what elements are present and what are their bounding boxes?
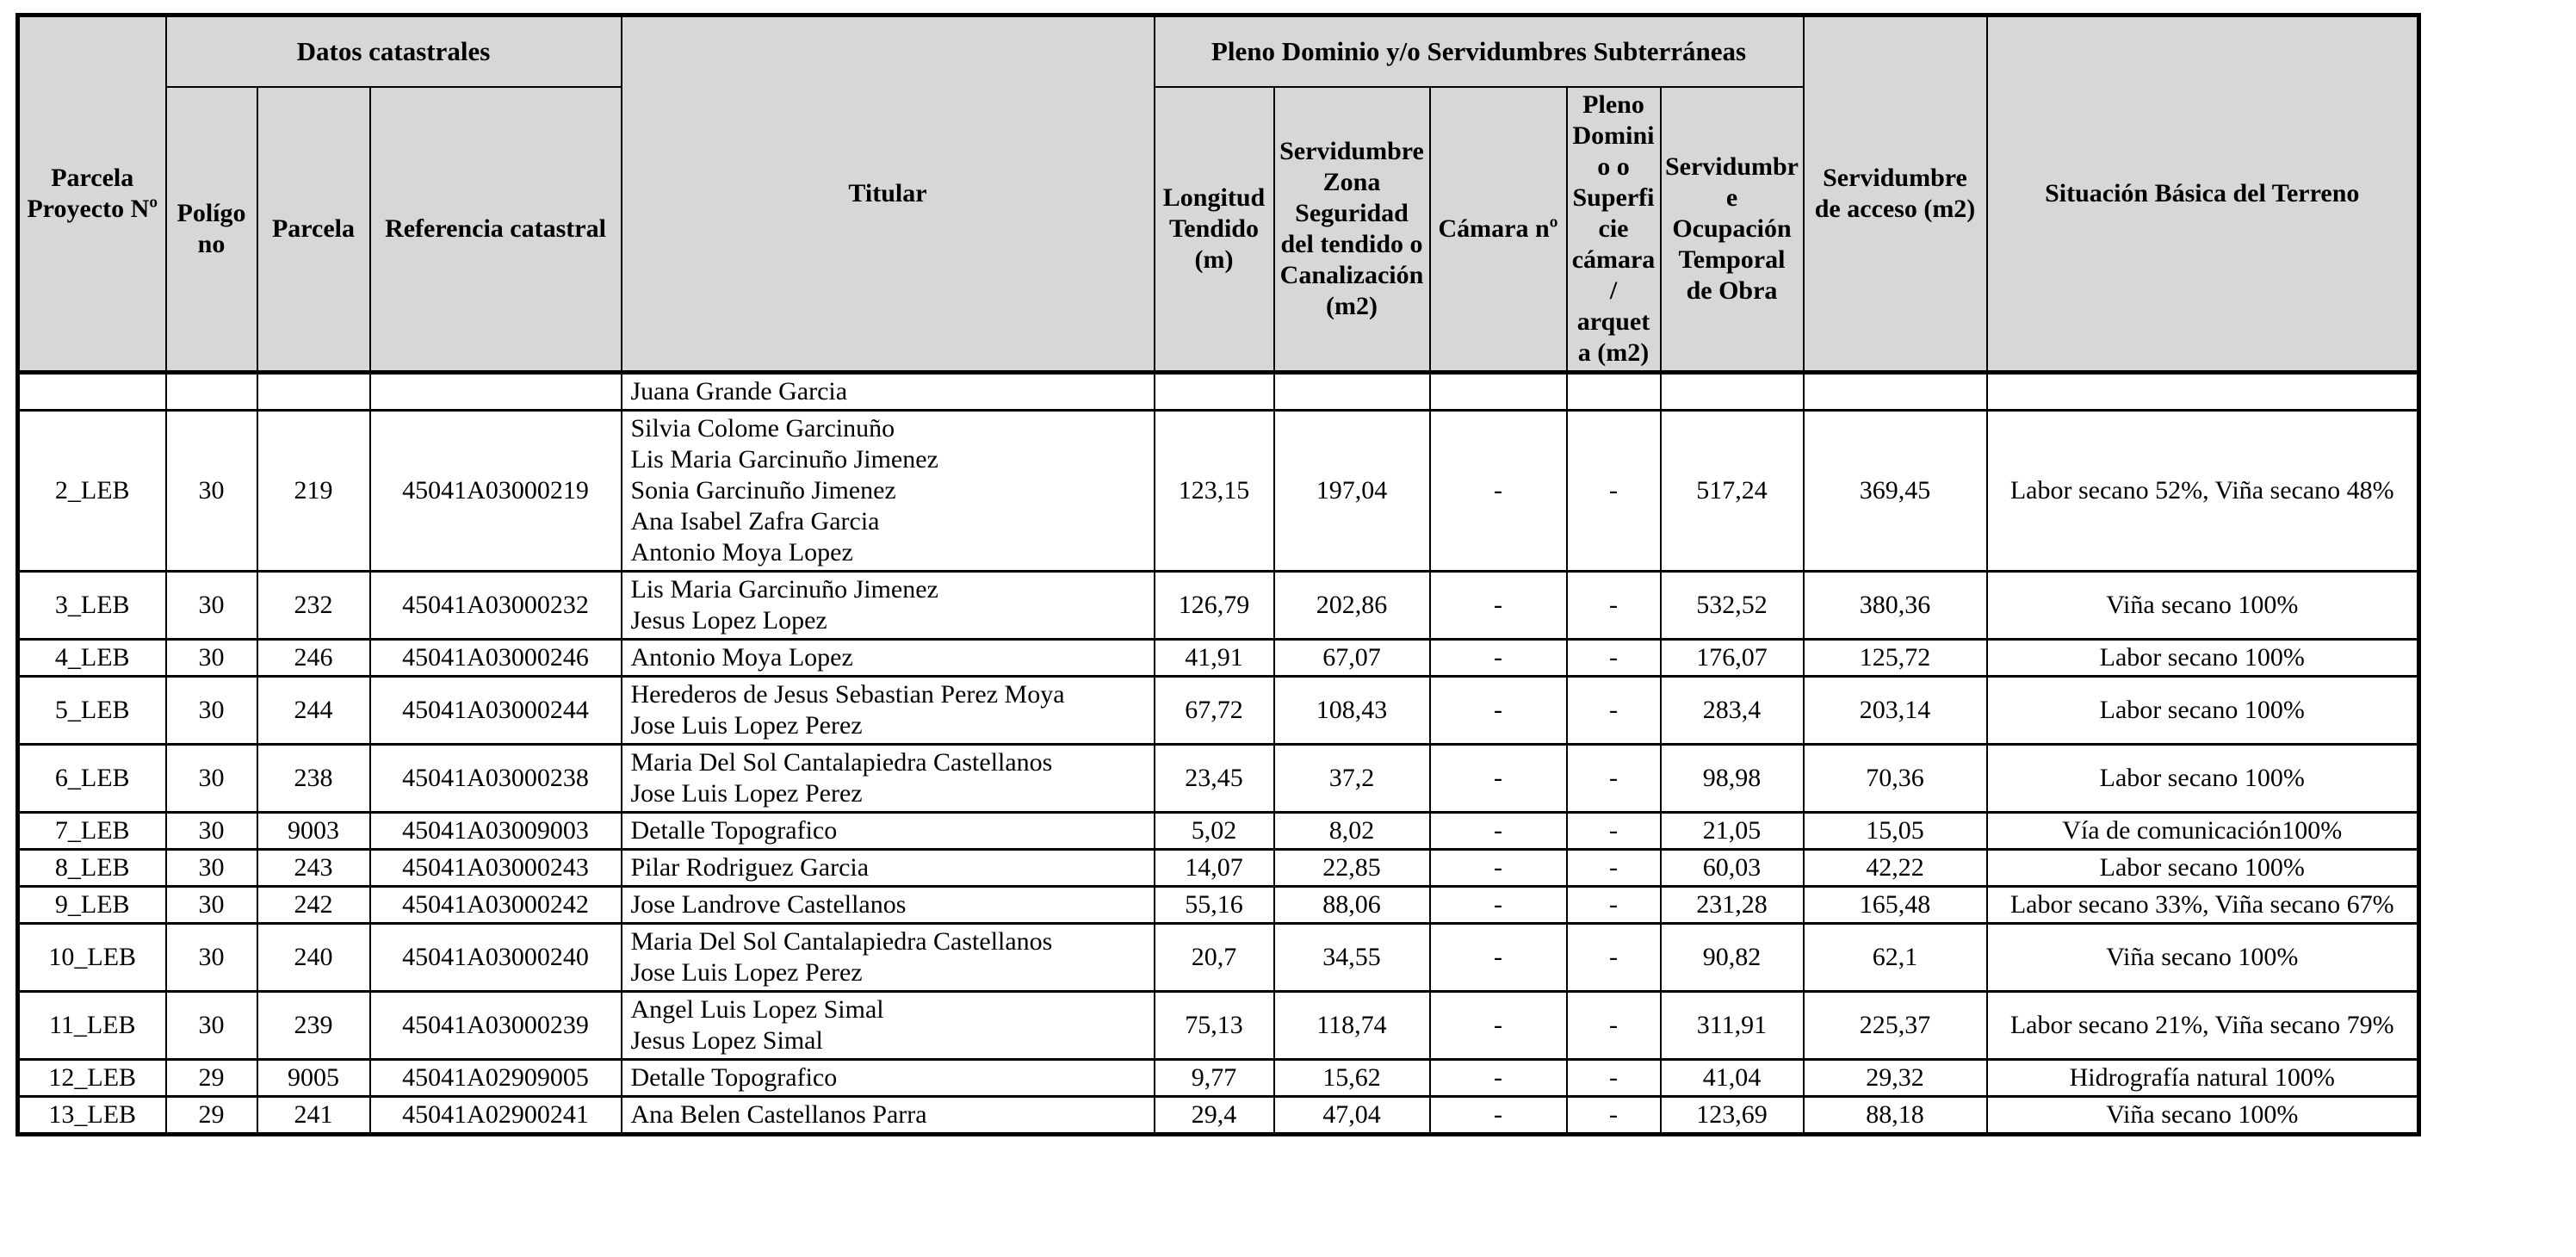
cell-servidumbre-zona-seguridad: 88,06 bbox=[1274, 887, 1430, 924]
cell-longitud-tendido: 123,15 bbox=[1155, 411, 1274, 572]
cell-pleno-dominio-superficie: - bbox=[1567, 640, 1661, 677]
titular-line: Jose Landrove Castellanos bbox=[630, 890, 907, 919]
cell-referencia-catastral: 45041A03009003 bbox=[370, 813, 622, 850]
cell-longitud-tendido: 5,02 bbox=[1155, 813, 1274, 850]
cell-parcela-proyecto: 5_LEB bbox=[18, 677, 166, 745]
cell-poligono bbox=[166, 373, 257, 411]
cell-servidumbre-zona-seguridad: 47,04 bbox=[1274, 1097, 1430, 1135]
titular-line: Ana Belen Castellanos Parra bbox=[630, 1100, 927, 1129]
titular-line: Pilar Rodriguez Garcia bbox=[630, 853, 870, 882]
cell-longitud-tendido: 20,7 bbox=[1155, 924, 1274, 992]
cell-servidumbre-ocupacion bbox=[1661, 373, 1804, 411]
titular-line: Angel Luis Lopez Simal bbox=[630, 995, 884, 1024]
cell-servidumbre-zona-seguridad: 15,62 bbox=[1274, 1060, 1430, 1097]
cell-servidumbre-acceso: 29,32 bbox=[1804, 1060, 1987, 1097]
cell-servidumbre-acceso: 62,1 bbox=[1804, 924, 1987, 992]
cell-camara: - bbox=[1430, 411, 1567, 572]
table-row bbox=[18, 745, 2419, 813]
titular-line: Maria Del Sol Cantalapiedra Castellanos bbox=[630, 927, 1053, 956]
cell-situacion-basica: Labor secano 100% bbox=[1987, 850, 2419, 887]
cell-situacion-basica: Hidrografía natural 100% bbox=[1987, 1060, 2419, 1097]
cell-situacion-basica: Viña secano 100% bbox=[1987, 1097, 2419, 1135]
header-situacion-basica: Situación Básica del Terreno bbox=[1987, 15, 2419, 373]
cell-parcela bbox=[257, 373, 370, 411]
header-parcela: Parcela bbox=[257, 87, 370, 373]
cell-parcela: 244 bbox=[257, 677, 370, 745]
cell-referencia-catastral: 45041A03000219 bbox=[370, 411, 622, 572]
cell-poligono: 30 bbox=[166, 887, 257, 924]
cell-camara: - bbox=[1430, 850, 1567, 887]
cell-servidumbre-acceso: 165,48 bbox=[1804, 887, 1987, 924]
cell-referencia-catastral: 45041A03000240 bbox=[370, 924, 622, 992]
cell-titular bbox=[622, 411, 1155, 572]
cell-servidumbre-ocupacion: 60,03 bbox=[1661, 850, 1804, 887]
titular-line: Lis Maria Garcinuño Jimenez bbox=[630, 575, 938, 604]
cell-servidumbre-acceso: 15,05 bbox=[1804, 813, 1987, 850]
cell-parcela: 9003 bbox=[257, 813, 370, 850]
cell-poligono: 30 bbox=[166, 677, 257, 745]
table-row bbox=[18, 640, 2419, 677]
cell-camara bbox=[1430, 373, 1567, 411]
cell-situacion-basica: Labor secano 21%, Viña secano 79% bbox=[1987, 992, 2419, 1060]
cell-pleno-dominio-superficie: - bbox=[1567, 813, 1661, 850]
table-row bbox=[18, 1060, 2419, 1097]
cell-servidumbre-acceso: 42,22 bbox=[1804, 850, 1987, 887]
cell-poligono: 30 bbox=[166, 572, 257, 640]
table-row bbox=[18, 1097, 2419, 1135]
titular-line: Ana Isabel Zafra Garcia bbox=[630, 507, 880, 536]
cell-titular bbox=[622, 850, 1155, 887]
titular-line: Silvia Colome Garcinuño bbox=[630, 414, 895, 443]
titular-line: Sonia Garcinuño Jimenez bbox=[630, 476, 896, 505]
cell-parcela: 9005 bbox=[257, 1060, 370, 1097]
cell-titular bbox=[622, 813, 1155, 850]
cell-servidumbre-zona-seguridad: 34,55 bbox=[1274, 924, 1430, 992]
cell-situacion-basica: Vía de comunicación100% bbox=[1987, 813, 2419, 850]
cell-parcela-proyecto: 11_LEB bbox=[18, 992, 166, 1060]
cell-pleno-dominio-superficie: - bbox=[1567, 1060, 1661, 1097]
cell-poligono: 30 bbox=[166, 640, 257, 677]
titular-line: Herederos de Jesus Sebastian Perez Moya bbox=[630, 680, 1065, 709]
cell-referencia-catastral: 45041A03000243 bbox=[370, 850, 622, 887]
titular-line: Antonio Moya Lopez bbox=[630, 643, 853, 672]
cell-referencia-catastral: 45041A02900241 bbox=[370, 1097, 622, 1135]
cell-servidumbre-ocupacion: 90,82 bbox=[1661, 924, 1804, 992]
header-poligono: Polígono bbox=[166, 87, 257, 373]
cell-servidumbre-zona-seguridad: 8,02 bbox=[1274, 813, 1430, 850]
table-row bbox=[18, 677, 2419, 745]
titular-line: Antonio Moya Lopez bbox=[630, 538, 853, 567]
cell-servidumbre-acceso: 380,36 bbox=[1804, 572, 1987, 640]
cell-longitud-tendido: 67,72 bbox=[1155, 677, 1274, 745]
cell-pleno-dominio-superficie: - bbox=[1567, 1097, 1661, 1135]
cell-servidumbre-acceso: 225,37 bbox=[1804, 992, 1987, 1060]
cell-servidumbre-ocupacion: 283,4 bbox=[1661, 677, 1804, 745]
cell-situacion-basica: Labor secano 100% bbox=[1987, 640, 2419, 677]
titular-line: Maria Del Sol Cantalapiedra Castellanos bbox=[630, 748, 1053, 777]
cell-pleno-dominio-superficie: - bbox=[1567, 572, 1661, 640]
cell-pleno-dominio-superficie bbox=[1567, 373, 1661, 411]
cell-titular bbox=[622, 992, 1155, 1060]
cell-pleno-dominio-superficie: - bbox=[1567, 745, 1661, 813]
cell-longitud-tendido: 14,07 bbox=[1155, 850, 1274, 887]
cell-parcela-proyecto: 10_LEB bbox=[18, 924, 166, 992]
cell-servidumbre-zona-seguridad: 67,07 bbox=[1274, 640, 1430, 677]
cell-servidumbre-ocupacion: 123,69 bbox=[1661, 1097, 1804, 1135]
titular-line: Detalle Topografico bbox=[630, 816, 838, 845]
cell-servidumbre-zona-seguridad: 37,2 bbox=[1274, 745, 1430, 813]
cell-situacion-basica: Labor secano 100% bbox=[1987, 745, 2419, 813]
cell-parcela-proyecto: 2_LEB bbox=[18, 411, 166, 572]
titular-line: Detalle Topografico bbox=[630, 1063, 838, 1092]
cell-referencia-catastral: 45041A03000242 bbox=[370, 887, 622, 924]
cell-pleno-dominio-superficie: - bbox=[1567, 992, 1661, 1060]
cell-pleno-dominio-superficie: - bbox=[1567, 411, 1661, 572]
table-header bbox=[18, 15, 2419, 373]
cell-camara: - bbox=[1430, 1060, 1567, 1097]
cell-camara: - bbox=[1430, 745, 1567, 813]
cell-servidumbre-acceso: 369,45 bbox=[1804, 411, 1987, 572]
cell-titular bbox=[622, 640, 1155, 677]
cell-parcela: 232 bbox=[257, 572, 370, 640]
header-titular: Titular bbox=[622, 15, 1155, 373]
cell-parcela-proyecto: 8_LEB bbox=[18, 850, 166, 887]
cell-titular bbox=[622, 887, 1155, 924]
cell-referencia-catastral: 45041A03000244 bbox=[370, 677, 622, 745]
cell-camara: - bbox=[1430, 887, 1567, 924]
cell-servidumbre-acceso: 125,72 bbox=[1804, 640, 1987, 677]
header-camara: Cámara nº bbox=[1430, 87, 1567, 373]
cell-referencia-catastral: 45041A02909005 bbox=[370, 1060, 622, 1097]
cell-parcela: 240 bbox=[257, 924, 370, 992]
cell-parcela: 219 bbox=[257, 411, 370, 572]
cell-parcela-proyecto: 6_LEB bbox=[18, 745, 166, 813]
cell-servidumbre-zona-seguridad: 118,74 bbox=[1274, 992, 1430, 1060]
cell-servidumbre-zona-seguridad: 22,85 bbox=[1274, 850, 1430, 887]
header-group-datos-catastrales: Datos catastrales bbox=[166, 15, 622, 88]
cell-poligono: 29 bbox=[166, 1097, 257, 1135]
cell-parcela-proyecto: 12_LEB bbox=[18, 1060, 166, 1097]
cell-camara: - bbox=[1430, 813, 1567, 850]
cell-servidumbre-acceso: 203,14 bbox=[1804, 677, 1987, 745]
cell-servidumbre-acceso bbox=[1804, 373, 1987, 411]
cell-longitud-tendido: 75,13 bbox=[1155, 992, 1274, 1060]
header-servidumbre-zona-seguridad: Servidumbre Zona Seguridad del tendido o Canalización (m2) bbox=[1274, 87, 1430, 373]
cell-referencia-catastral: 45041A03000239 bbox=[370, 992, 622, 1060]
cell-poligono: 30 bbox=[166, 813, 257, 850]
cell-parcela: 239 bbox=[257, 992, 370, 1060]
table-row bbox=[18, 572, 2419, 640]
cell-servidumbre-ocupacion: 311,91 bbox=[1661, 992, 1804, 1060]
cell-parcela: 242 bbox=[257, 887, 370, 924]
cell-servidumbre-ocupacion: 517,24 bbox=[1661, 411, 1804, 572]
cell-situacion-basica bbox=[1987, 373, 2419, 411]
titular-line: Jose Luis Lopez Perez bbox=[630, 711, 863, 740]
cell-servidumbre-ocupacion: 41,04 bbox=[1661, 1060, 1804, 1097]
cell-longitud-tendido: 23,45 bbox=[1155, 745, 1274, 813]
titular-line: Jose Luis Lopez Perez bbox=[630, 958, 863, 987]
cell-poligono: 29 bbox=[166, 1060, 257, 1097]
titular-line: Jesus Lopez Simal bbox=[630, 1026, 823, 1055]
cell-pleno-dominio-superficie: - bbox=[1567, 850, 1661, 887]
header-servidumbre-ocupacion: Servidumbre Ocupación Temporal de Obra bbox=[1661, 87, 1804, 373]
cell-titular bbox=[622, 572, 1155, 640]
cell-camara: - bbox=[1430, 1097, 1567, 1135]
cell-longitud-tendido bbox=[1155, 373, 1274, 411]
cell-servidumbre-zona-seguridad: 197,04 bbox=[1274, 411, 1430, 572]
cell-servidumbre-ocupacion: 532,52 bbox=[1661, 572, 1804, 640]
cell-servidumbre-ocupacion: 176,07 bbox=[1661, 640, 1804, 677]
cell-parcela: 246 bbox=[257, 640, 370, 677]
cell-servidumbre-ocupacion: 98,98 bbox=[1661, 745, 1804, 813]
cell-poligono: 30 bbox=[166, 850, 257, 887]
table-row bbox=[18, 887, 2419, 924]
cell-situacion-basica: Viña secano 100% bbox=[1987, 924, 2419, 992]
cell-titular bbox=[622, 1097, 1155, 1135]
cell-parcela-proyecto: 3_LEB bbox=[18, 572, 166, 640]
cell-poligono: 30 bbox=[166, 745, 257, 813]
cell-camara: - bbox=[1430, 924, 1567, 992]
cell-parcela-proyecto bbox=[18, 373, 166, 411]
header-group-row bbox=[18, 15, 2419, 88]
table-row bbox=[18, 924, 2419, 992]
table-row bbox=[18, 373, 2419, 411]
cell-camara: - bbox=[1430, 640, 1567, 677]
cell-servidumbre-zona-seguridad: 108,43 bbox=[1274, 677, 1430, 745]
header-parcela-proyecto: Parcela Proyecto Nº bbox=[18, 15, 166, 373]
cell-titular bbox=[622, 745, 1155, 813]
titular-line: Lis Maria Garcinuño Jimenez bbox=[630, 445, 938, 474]
cell-longitud-tendido: 126,79 bbox=[1155, 572, 1274, 640]
titular-line: Jose Luis Lopez Perez bbox=[630, 779, 863, 808]
cell-servidumbre-ocupacion: 21,05 bbox=[1661, 813, 1804, 850]
cell-poligono: 30 bbox=[166, 411, 257, 572]
cell-servidumbre-zona-seguridad: 202,86 bbox=[1274, 572, 1430, 640]
cell-referencia-catastral: 45041A03000232 bbox=[370, 572, 622, 640]
cell-pleno-dominio-superficie: - bbox=[1567, 924, 1661, 992]
cell-situacion-basica: Labor secano 52%, Viña secano 48% bbox=[1987, 411, 2419, 572]
cell-parcela-proyecto: 4_LEB bbox=[18, 640, 166, 677]
cell-pleno-dominio-superficie: - bbox=[1567, 677, 1661, 745]
cell-poligono: 30 bbox=[166, 924, 257, 992]
header-longitud-tendido: Longitud Tendido (m) bbox=[1155, 87, 1274, 373]
cell-longitud-tendido: 29,4 bbox=[1155, 1097, 1274, 1135]
table-row bbox=[18, 992, 2419, 1060]
table-row bbox=[18, 813, 2419, 850]
cell-parcela-proyecto: 9_LEB bbox=[18, 887, 166, 924]
header-pleno-dominio-superficie: Pleno Dominio o Superficie cámara / arqueta (m2) bbox=[1567, 87, 1661, 373]
cell-camara: - bbox=[1430, 992, 1567, 1060]
cell-camara: - bbox=[1430, 572, 1567, 640]
cell-longitud-tendido: 55,16 bbox=[1155, 887, 1274, 924]
cell-titular bbox=[622, 1060, 1155, 1097]
cell-situacion-basica: Labor secano 33%, Viña secano 67% bbox=[1987, 887, 2419, 924]
cell-parcela-proyecto: 7_LEB bbox=[18, 813, 166, 850]
cell-parcela: 238 bbox=[257, 745, 370, 813]
cell-situacion-basica: Viña secano 100% bbox=[1987, 572, 2419, 640]
header-servidumbre-acceso: Servidumbre de acceso (m2) bbox=[1804, 15, 1987, 373]
cell-parcela: 241 bbox=[257, 1097, 370, 1135]
cell-titular bbox=[622, 677, 1155, 745]
cell-camara: - bbox=[1430, 677, 1567, 745]
table-body bbox=[18, 373, 2419, 1135]
titular-line: Jesus Lopez Lopez bbox=[630, 606, 827, 635]
cell-situacion-basica: Labor secano 100% bbox=[1987, 677, 2419, 745]
cell-longitud-tendido: 41,91 bbox=[1155, 640, 1274, 677]
table-row bbox=[18, 850, 2419, 887]
cell-poligono: 30 bbox=[166, 992, 257, 1060]
cell-referencia-catastral: 45041A03000246 bbox=[370, 640, 622, 677]
cell-parcela-proyecto: 13_LEB bbox=[18, 1097, 166, 1135]
cell-servidumbre-acceso: 88,18 bbox=[1804, 1097, 1987, 1135]
cell-pleno-dominio-superficie: - bbox=[1567, 887, 1661, 924]
cell-titular bbox=[622, 924, 1155, 992]
cell-titular bbox=[622, 373, 1155, 411]
cell-referencia-catastral bbox=[370, 373, 622, 411]
cell-servidumbre-acceso: 70,36 bbox=[1804, 745, 1987, 813]
cell-parcela: 243 bbox=[257, 850, 370, 887]
cell-servidumbre-ocupacion: 231,28 bbox=[1661, 887, 1804, 924]
header-group-pleno-dominio: Pleno Dominio y/o Servidumbres Subterráneas bbox=[1155, 15, 1804, 88]
table-row bbox=[18, 411, 2419, 572]
cell-referencia-catastral: 45041A03000238 bbox=[370, 745, 622, 813]
cell-servidumbre-zona-seguridad bbox=[1274, 373, 1430, 411]
cadastral-table bbox=[15, 13, 2421, 1136]
titular-line: Juana Grande Garcia bbox=[630, 377, 848, 406]
cell-longitud-tendido: 9,77 bbox=[1155, 1060, 1274, 1097]
header-referencia-catastral: Referencia catastral bbox=[370, 87, 622, 373]
